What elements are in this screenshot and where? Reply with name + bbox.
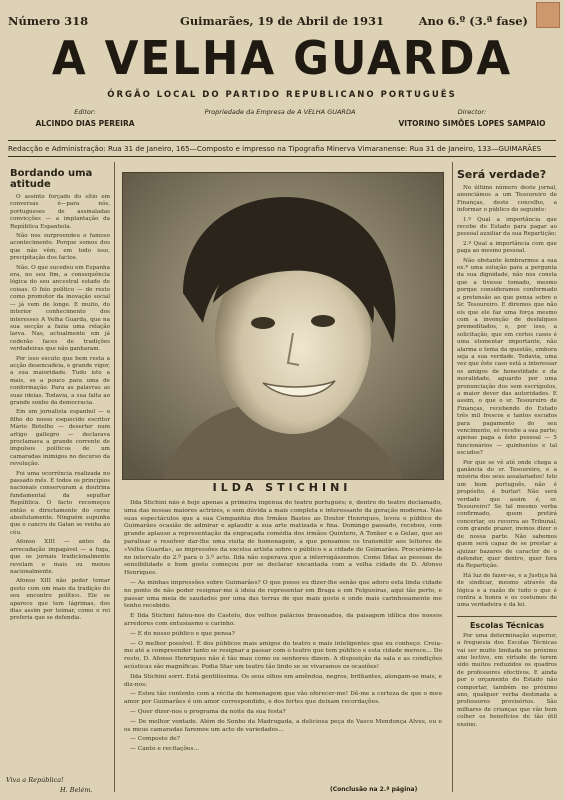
property-block xyxy=(170,108,390,116)
director-name: VITORINO SIMÕES LOPES SAMPAIO xyxy=(398,119,546,128)
continued-note: (Conclusão na 2.ª página) xyxy=(330,786,418,793)
paragraph: E Ilda Stichini falou-nos do Castelo, dos velhos palácios brasonados, da paisagem idílica dos nossos arredores com entusiasmo e carinho. xyxy=(124,613,442,627)
paragraph: Não nos surpreendeu o famoso acontecimento. Porque somos dos que não vêm, em todo isso, precipitação dos factos. xyxy=(10,233,110,262)
paragraph: Há luz de fazer-se, e a Justiça há de sindicar, mesmo através da lógica e a razão de tudo o que é contra a honra e os costumes de uma verdadeira e da lei. xyxy=(457,572,557,609)
paragraph: Por uma determinação superior, a freguesia dos Escolas Técnicas vai ser muito limitada no próximo ano lectivo, em virtude de terem sido muitos reduzidos os quadros de professores efectivos. E ainda por o orçamento do Estado não comportar, também no próximo ano, qualquer verba destinada a professores provisórios. São milhares de crianças que vão bem colher os benefícios de tão útil ensino. xyxy=(457,632,557,728)
issue-line xyxy=(8,14,556,30)
right-heading: Será verdade? xyxy=(457,168,547,181)
portrait-image xyxy=(123,173,443,479)
sub-article xyxy=(457,633,557,729)
paragraph: Ilda Stichini não é hoje apenas a primeira ingénua do teatro português; é, dentro do teatro declamado, uma das nossas maiores actrizes, e sem dúvida a mais completa e interessante da geração moderna. Nas suas espectáculos que a sua Companhia dos Irmãos Bastos ao Doutor Henriques, levou o público de Guimarães ocasião de admirar e aplaudir a sua arte matizada e fina. Domingo passado, recebeu, com grande aplauso a representação da engraçada comédia dos irmãos Quintero, A Tonker e a Gelao, que ao paralisar e resolver dar-lhe uma visita de homenagem, a que pensamos os transmitir aos leitores de «Velha Guarda», as impressões da excelsa artista sobre o público e a cidade de Guimarães. Procurámo-la no intervalo do 2.º para o 3.º acto. Ilda não esperava que a interrogássemos. Como Ildas as pessoas de sensibilidade e bom gosto começou por se declarar encantada com a velha cidade de D. Afonso Henriques. xyxy=(124,500,442,577)
paragraph: No último número deste jornal, anunciámos a um Tesoureiro de Finanças, deste concelho, a informar o público do seguinte: xyxy=(457,185,557,214)
signature: H. Belém. xyxy=(60,786,93,794)
issue-year: Ano 6.º (3.ª fase) xyxy=(418,14,528,28)
paragraph: 1.º Qual a importância que recebe do Estado para pagar ao pessoal auxiliar da sua Repartição; xyxy=(457,216,557,238)
paragraph: — De melhor vontade. Além do Sonho da Madrugada, a deliciosa peça de Vasco Mendonça Alves, eu e os meus camaradas faremos um acto de variedades... xyxy=(124,718,442,733)
paragraph: — Quer dizer-nos o programa da noite da sua festa? xyxy=(130,708,286,715)
closing-line: Viva a República! xyxy=(6,776,64,784)
left-column xyxy=(6,162,115,792)
issue-number: Número 318 xyxy=(8,14,89,28)
center-article-body xyxy=(124,500,442,754)
paragraph: — E do nosso público e que pensa? xyxy=(130,630,235,637)
portrait-photo xyxy=(122,172,444,480)
property-text: Propriedade da Empresa de A VELHA GUARDA xyxy=(204,108,356,116)
paragraph: — Estou tão contente com a récita de homenagem que vão oferecer-me! Dê-me a certeza de que o meu amor por Guimarães é um amor correspondido, e dos fortes que deixam recordações. xyxy=(124,691,442,706)
paragraph: Por isso escuto que bem resta a acção desencadeia, e grande vigor, a sua maioridade. Tudo isto a mais, se a pouco para uma de conformação. Para as palavras as suas ideias. Todavia, a sua falta ao grande sonho da democracia. xyxy=(10,355,110,406)
issue-date: Guimarães, 19 de Abril de 1931 xyxy=(180,14,384,28)
paragraph: Em um jornalista espanhol — o filho do nosso esquecido escritor Mário Botelho — deserter num artigo gallegro — declarava proclamava a grande corrente de impulsos políticos de um camaradas inimigos no decurso da revolução. xyxy=(10,409,110,468)
paragraph: Ilda Stichini sorri. Está gentilíssima. Os seus olhos em amêndoa, negros, brilhantes, alongam-se mais, e diz-nos: xyxy=(124,673,442,688)
paragraph: — As minhas impressões sobre Guimarães? O que posso eu dizer-lhe senão que adoro esta linda cidade no ponto de não poder resignar-me à ideia de representar em Braga e em Felgueiras, aqui tão perto, e passar uma meia de saudades por uma das terras de que mais gosto e onde mais carinhosamente me tenho recebido. xyxy=(124,579,442,610)
organ-subtitle: ÓRGÃO LOCAL DO PARTIDO REPUBLICANO PORTUGUÊS xyxy=(107,90,457,100)
paragraph: 2.º Qual a importância com que paga ao mesmo pessoal. xyxy=(457,240,557,255)
director-label: Director: xyxy=(457,108,487,116)
paragraph: Afonso XIII não poder tomar gesto com um mais da tradição do seu encontro político. Ele se aparece que tem lágrimas, dos dias assim por teimar, como o rei preferia que se defendia. xyxy=(10,578,110,622)
editor-block xyxy=(10,108,160,128)
left-article xyxy=(10,194,110,623)
masthead-title: A VELHA GUARDA xyxy=(51,31,513,85)
paragraph: — Composto de? xyxy=(130,736,180,743)
paragraph: — O melhor possível. É dos públicos mais amigos do teatro e mais inteligentes que eu conheço. Creia-me até a compreender tanto se resignar a passar com o teatro que tem público e esta cidade merece... Do resto, D. Afonso Henriques não é tão mau como os senhores dizem. A disposição da sala e as condições acústicas são magníficas. Podia Star um teatro tão lindo se se vivaramos os ocasiões! xyxy=(124,640,442,670)
left-heading: Bordando uma atitude xyxy=(10,168,93,190)
paragraph: Por que se vê até onde chega a ganância do sr. Tesoureiro, e a miséria dos seus assalariados! Isto um bom português, não é propósito, é burlar! Não será verdade que assim é, sr. Tesoureiro? Se tal mesmo verba confirmado, quem pretirá concertar, ou recorra ao Tribunal, com grande prazer, iremos dizer o de nossa parte. Não sabemos quem será capaz de se prestar a ajuizar bazares de caracter de o defender, quer dentro, quer fora da Repartição. xyxy=(457,459,557,570)
redacao-line: Redacção e Administração: Rua 31 de Janeiro, 165—Composto e impresso na Tipografia Minerva Vimaranense: Rua 31 de Janeiro, 133—GUIMARÃES xyxy=(8,140,556,157)
credits xyxy=(10,108,554,132)
center-article xyxy=(120,500,446,790)
right-article xyxy=(457,185,557,610)
editor-name: ALCINDO DIAS PEREIRA xyxy=(35,119,135,128)
right-column xyxy=(452,162,561,792)
director-block xyxy=(390,108,554,128)
paragraph: Não obstante lembrarmos a sua ex.ª uma solução para a pergunta da sua dignidade, não nos consta que a tivesse tomado, mesmo porque consideramos conformado a pretensão ao que pensa sobre o Sr. Tesoureiro. E diremos que não eis que ele faz uma força mesmo com a invenção de desfalques premeditados, e, por isso, a solicitação, que em certos casos é uma elementar importante, não alarma o tema da questão, embora seja a sua verdade. Todavia, uma vez que êste caso está a interessar os amigos de honestidade e da moralidade, aguardo por uma pronunciação dos sem escrúpulos, a maior dever das autoridades. E assim, o que o sr. Tesoureiro de Finanças, recebendo do Estado três mil frescos e tantos escudos para pagamento do seu vencimento, só recebe a sua parte; apenas paga a êste pessoal — 5 funcionários — quinhentos e tal escudos? xyxy=(457,257,557,457)
paragraph: O assinto forçado do sítio em conversas é—para nós, portugueses de assinaladas convicções — a implantação da República Espanhola. xyxy=(10,194,110,230)
paragraph: — Canto e recitações... xyxy=(130,746,200,753)
paragraph: Afonso XIII — antes da arrecadação impagável — a fuga, que os jornais tradicionalmente revelam o mais ou menos nacionalmente. xyxy=(10,539,110,575)
editor-label: Editor: xyxy=(74,108,96,116)
paragraph: Foi uma ocorrência realizada no passado mês. E todos os princípios nacionais conservaram a doutrina fundamental da sepultar República. O facto recomeçou então e directamente do cerne absolutamente. Ninguém supunha que o cancro de Galan se venha ao céu. xyxy=(10,470,110,536)
sub-heading: Escolas Técnicas xyxy=(457,616,557,630)
paragraph: Não. O que sucedeu em Espanha era, no seu fim, a consequência lógica do seu ancestral estado de coisas. O feio político — de resto como promotor da inovação social — já vem de longe. E muito, do interior conhecimento dos interesses A Velha Guarda, que na sua secção a fazia uma relação larva. Nas, actualmente em já cederão faces de tradições verdadeiras que não ganharam. xyxy=(10,264,110,353)
photo-caption: ILDA STICHINI xyxy=(212,481,352,494)
